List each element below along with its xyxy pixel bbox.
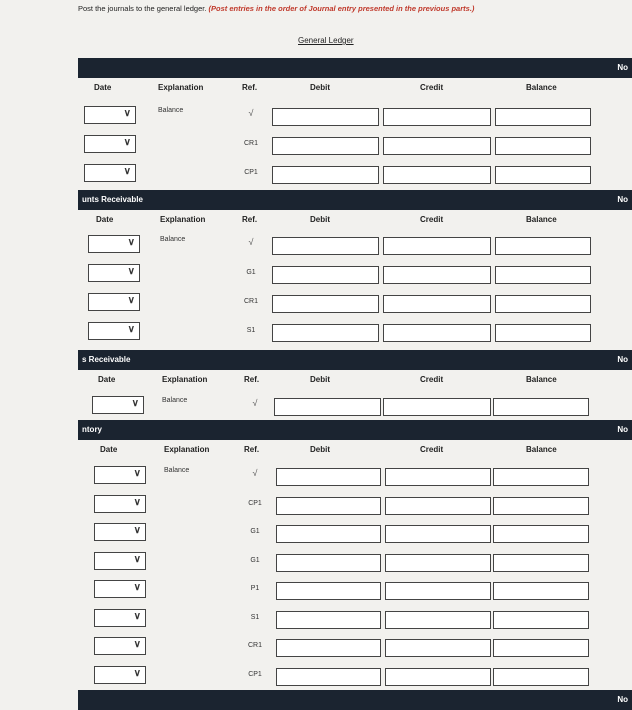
ledger-title: General Ledger bbox=[298, 36, 354, 45]
ref-header: Ref. bbox=[244, 375, 260, 384]
debit-input[interactable] bbox=[276, 639, 381, 657]
ref-text: S1 bbox=[246, 327, 256, 334]
debit-input[interactable] bbox=[276, 468, 381, 486]
ledger-row bbox=[78, 609, 632, 631]
credit-input[interactable] bbox=[383, 295, 491, 313]
ref-text: √ bbox=[252, 468, 258, 478]
credit-header: Credit bbox=[420, 375, 444, 384]
chevron-down-icon: ∨ bbox=[123, 166, 131, 177]
account-number-label: No bbox=[617, 355, 628, 364]
date-header: Date bbox=[94, 83, 112, 92]
debit-input[interactable] bbox=[276, 554, 381, 572]
credit-header: Credit bbox=[420, 215, 444, 224]
date-select[interactable] bbox=[88, 322, 140, 340]
explanation-header: Explanation bbox=[164, 445, 210, 454]
account-header-bar bbox=[78, 420, 632, 440]
ref-text: CP1 bbox=[244, 169, 258, 176]
account-header-bar bbox=[78, 58, 632, 78]
date-select[interactable] bbox=[94, 580, 146, 598]
chevron-down-icon: ∨ bbox=[131, 398, 139, 409]
balance-input[interactable] bbox=[495, 137, 591, 155]
chevron-down-icon: ∨ bbox=[133, 639, 141, 650]
ledger-row bbox=[78, 322, 632, 344]
date-select[interactable] bbox=[84, 135, 136, 153]
ledger-row bbox=[78, 552, 632, 574]
credit-input[interactable] bbox=[383, 108, 491, 126]
balance-input[interactable] bbox=[495, 108, 591, 126]
ledger-row bbox=[78, 106, 632, 128]
debit-input[interactable] bbox=[276, 525, 381, 543]
chevron-down-icon: ∨ bbox=[133, 582, 141, 593]
account-number-label: No bbox=[617, 425, 628, 434]
debit-input[interactable] bbox=[276, 582, 381, 600]
chevron-down-icon: ∨ bbox=[133, 610, 141, 622]
explanation-text: Balance bbox=[164, 467, 190, 474]
date-select[interactable] bbox=[94, 666, 146, 684]
date-select[interactable] bbox=[84, 164, 136, 182]
credit-input[interactable] bbox=[383, 266, 491, 284]
ledger-row bbox=[78, 523, 632, 545]
ledger-row bbox=[78, 164, 632, 186]
chevron-down-icon: ∨ bbox=[127, 266, 135, 277]
ledger-row bbox=[78, 580, 632, 602]
ref-text: CR1 bbox=[247, 642, 262, 649]
chevron-down-icon: ∨ bbox=[127, 324, 135, 335]
account-number-label: No bbox=[617, 63, 628, 72]
balance-input[interactable] bbox=[493, 468, 589, 486]
ref-header: Ref. bbox=[242, 83, 258, 92]
date-select[interactable] bbox=[94, 637, 146, 655]
date-select[interactable] bbox=[94, 495, 146, 513]
balance-input[interactable] bbox=[495, 237, 591, 255]
date-select[interactable] bbox=[88, 235, 140, 253]
chevron-down-icon: ∨ bbox=[133, 468, 141, 479]
debit-input[interactable] bbox=[272, 237, 379, 255]
account-number-label: No bbox=[617, 195, 628, 204]
balance-input[interactable] bbox=[493, 639, 589, 657]
balance-input[interactable] bbox=[493, 398, 589, 416]
account-number-label: No bbox=[617, 695, 628, 704]
balance-input[interactable] bbox=[493, 582, 589, 600]
account-name: unts Receivable bbox=[82, 195, 143, 204]
date-header: Date bbox=[98, 375, 116, 384]
ref-header: Ref. bbox=[242, 215, 258, 224]
ref-text: CR1 bbox=[243, 298, 258, 305]
ref-header: Ref. bbox=[244, 445, 260, 454]
ref-text: CP1 bbox=[248, 499, 262, 507]
ref-text: √ bbox=[248, 108, 254, 118]
ledger-row bbox=[78, 235, 632, 257]
explanation-text: Balance bbox=[158, 107, 184, 114]
ref-text: G1 bbox=[250, 528, 260, 535]
debit-header: Debit bbox=[310, 445, 330, 454]
ledger-row bbox=[78, 466, 632, 488]
explanation-text: Balance bbox=[162, 397, 188, 404]
balance-input[interactable] bbox=[495, 266, 591, 284]
debit-input[interactable] bbox=[272, 324, 379, 342]
balance-header: Balance bbox=[526, 83, 557, 92]
debit-input[interactable] bbox=[274, 398, 381, 416]
date-select[interactable] bbox=[88, 264, 140, 282]
explanation-header: Explanation bbox=[160, 215, 206, 224]
balance-header: Balance bbox=[526, 215, 557, 224]
ledger-row bbox=[78, 396, 632, 418]
date-select[interactable] bbox=[94, 609, 146, 627]
debit-header: Debit bbox=[310, 215, 330, 224]
ref-text: G1 bbox=[246, 269, 256, 276]
credit-input[interactable] bbox=[385, 497, 491, 515]
chevron-down-icon: ∨ bbox=[133, 496, 141, 508]
balance-header: Balance bbox=[526, 445, 557, 454]
balance-input[interactable] bbox=[493, 497, 589, 515]
ref-text: CP1 bbox=[248, 670, 262, 678]
credit-header: Credit bbox=[420, 445, 444, 454]
ledger-row bbox=[78, 637, 632, 659]
ref-text: CR1 bbox=[243, 140, 258, 147]
credit-header: Credit bbox=[420, 83, 444, 92]
credit-input[interactable] bbox=[383, 324, 491, 342]
credit-input[interactable] bbox=[385, 668, 491, 686]
chevron-down-icon: ∨ bbox=[123, 108, 131, 119]
chevron-down-icon: ∨ bbox=[123, 137, 131, 148]
ref-text: √ bbox=[252, 398, 258, 408]
debit-input[interactable] bbox=[276, 497, 381, 515]
credit-input[interactable] bbox=[385, 582, 491, 600]
balance-input[interactable] bbox=[493, 668, 589, 686]
credit-input[interactable] bbox=[383, 166, 491, 184]
ledger-row bbox=[78, 264, 632, 286]
credit-input[interactable] bbox=[385, 639, 491, 657]
debit-input[interactable] bbox=[276, 611, 381, 629]
instructions bbox=[78, 4, 474, 13]
chevron-down-icon: ∨ bbox=[133, 667, 141, 679]
explanation-header: Explanation bbox=[158, 83, 204, 92]
explanation-text: Balance bbox=[160, 236, 186, 243]
date-select[interactable] bbox=[94, 466, 146, 484]
debit-header: Debit bbox=[310, 83, 330, 92]
ref-text: S1 bbox=[250, 613, 260, 621]
ref-text: P1 bbox=[250, 585, 260, 592]
credit-input[interactable] bbox=[385, 468, 491, 486]
credit-input[interactable] bbox=[385, 554, 491, 572]
instruction-text: Post the journals to the general ledger. bbox=[78, 4, 207, 13]
chevron-down-icon: ∨ bbox=[133, 525, 141, 536]
balance-input[interactable] bbox=[493, 525, 589, 543]
debit-input[interactable] bbox=[272, 108, 379, 126]
account-header-bar bbox=[78, 690, 632, 710]
ref-text: √ bbox=[248, 237, 254, 247]
balance-header: Balance bbox=[526, 375, 557, 384]
chevron-down-icon: ∨ bbox=[133, 553, 141, 565]
chevron-down-icon: ∨ bbox=[127, 237, 135, 248]
balance-input[interactable] bbox=[493, 611, 589, 629]
debit-input[interactable] bbox=[272, 137, 379, 155]
ledger-row bbox=[78, 666, 632, 688]
date-select[interactable] bbox=[92, 396, 144, 414]
date-select[interactable] bbox=[84, 106, 136, 124]
debit-input[interactable] bbox=[272, 166, 379, 184]
debit-input[interactable] bbox=[272, 266, 379, 284]
credit-input[interactable] bbox=[383, 137, 491, 155]
balance-input[interactable] bbox=[493, 554, 589, 572]
account-name: ntory bbox=[82, 425, 102, 434]
explanation-header: Explanation bbox=[162, 375, 208, 384]
balance-input[interactable] bbox=[495, 166, 591, 184]
date-select[interactable] bbox=[94, 552, 146, 570]
debit-input[interactable] bbox=[276, 668, 381, 686]
instruction-note: (Post entries in the order of Journal entry presented in the previous parts.) bbox=[208, 4, 475, 13]
chevron-down-icon: ∨ bbox=[127, 295, 135, 306]
date-select[interactable] bbox=[94, 523, 146, 541]
debit-input[interactable] bbox=[272, 295, 379, 313]
account-name: s Receivable bbox=[82, 355, 131, 364]
date-header: Date bbox=[96, 215, 114, 224]
debit-header: Debit bbox=[310, 375, 330, 384]
account-header-bar bbox=[78, 350, 632, 370]
ledger-row bbox=[78, 495, 632, 517]
ref-text: G1 bbox=[250, 556, 260, 564]
balance-input[interactable] bbox=[495, 324, 591, 342]
account-header-bar bbox=[78, 190, 632, 210]
date-select[interactable] bbox=[88, 293, 140, 311]
date-header: Date bbox=[100, 445, 118, 454]
ledger-row bbox=[78, 293, 632, 315]
ledger-row bbox=[78, 135, 632, 157]
balance-input[interactable] bbox=[495, 295, 591, 313]
credit-input[interactable] bbox=[385, 525, 491, 543]
credit-input[interactable] bbox=[383, 398, 491, 416]
credit-input[interactable] bbox=[383, 237, 491, 255]
credit-input[interactable] bbox=[385, 611, 491, 629]
